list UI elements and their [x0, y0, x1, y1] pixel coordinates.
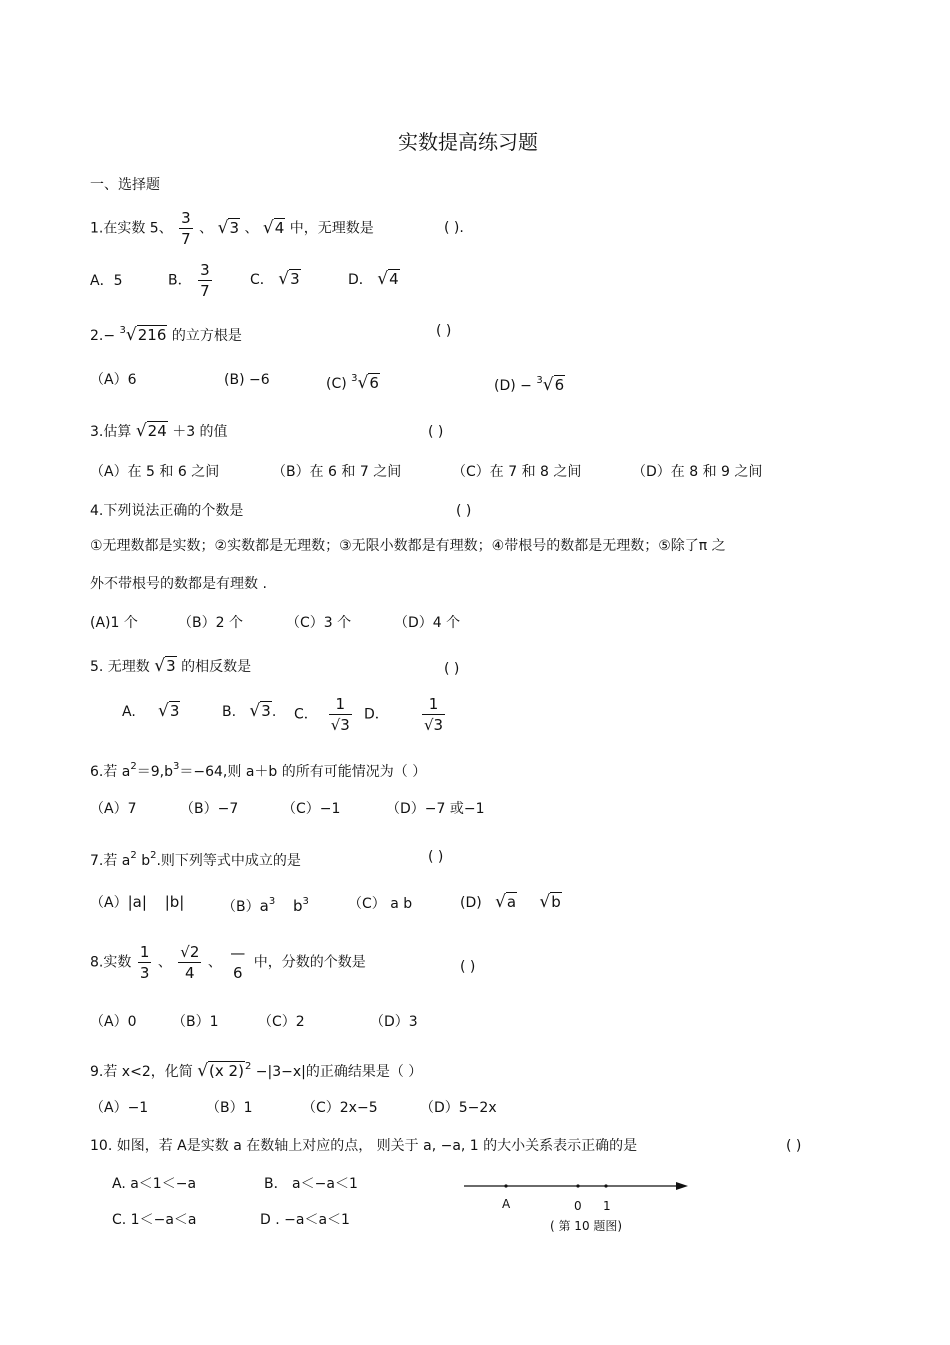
answer-paren: ( )	[456, 503, 472, 519]
option-c: （C）在 7 和 8 之间	[452, 464, 582, 480]
option-a: （A）在 5 和 6 之间	[90, 464, 220, 480]
option-d: （D）在 8 和 9 之间	[632, 464, 763, 480]
question-9: 9.若 x<2，化简 √(x 2)$^2$ −|3−x|的正确结果是（ ）	[90, 1061, 423, 1081]
fraction: $\frac{3}{7}$	[181, 209, 191, 248]
option-b: B． $\frac{3}{7}$	[168, 261, 210, 300]
statement-line: ①无理数都是实数；②实数都是无理数；③无限小数都是有理数；④带根号的数都是无理数；⑤除了π 之	[90, 538, 726, 554]
option-a: （A）7	[90, 801, 137, 817]
option-a: （A）0	[90, 1014, 137, 1030]
option-b: B． a＜−a＜1	[264, 1176, 358, 1192]
answer-paren: ( )	[428, 849, 444, 865]
fraction: $\frac{√2}{4}$	[180, 943, 200, 982]
point-zero	[576, 1184, 579, 1187]
answer-paren: ( )	[428, 424, 444, 440]
option-d: (D) √a √b	[460, 892, 561, 912]
option-d: D． $\frac{1}{√3}$	[364, 695, 444, 734]
question-8: 8.实数 $\frac{1}{3}$ 、 $\frac{√2}{4}$ 、 — 6 中，分数的个数是	[90, 943, 366, 982]
question-5: 5. 无理数 √3 的相反数是	[90, 656, 252, 676]
option-b: (B) −6	[224, 372, 270, 388]
fraction: $\frac{1}{3}$	[139, 943, 150, 982]
sqrt-symbol: √3	[154, 656, 176, 676]
section-heading: 一、选择题	[90, 177, 160, 193]
option-a: （A）|a| |b|	[90, 893, 185, 911]
option-d: （D）4 个	[394, 615, 461, 631]
sqrt-symbol: √3	[158, 701, 180, 721]
option-b: （B）1	[172, 1014, 219, 1030]
cube-root-symbol: $^3$√6	[536, 375, 565, 395]
figure-caption: ( 第 10 题图)	[550, 1219, 623, 1233]
fraction: $\frac{1}{√3}$	[330, 695, 350, 734]
label-one: 1	[603, 1199, 611, 1213]
answer-paren: ( )	[436, 323, 452, 339]
option-c: （C） a b	[348, 896, 413, 912]
question-10: 10. 如图，若 A是实数 a 在数轴上对应的点， 则关于 a, −a, 1 的大小关系表示正确的是	[90, 1138, 638, 1154]
option-c: （C）−1	[282, 801, 341, 817]
option-d: （D）5−2x	[420, 1100, 497, 1116]
option-c: （C）2x−5	[302, 1100, 378, 1116]
option-a: （A）6	[90, 372, 137, 388]
option-d: （D）3	[370, 1014, 418, 1030]
option-b: （B）2 个	[178, 615, 243, 631]
option-a: A. √3	[122, 701, 180, 721]
option-a: A．5	[90, 273, 123, 289]
option-b: （B）1	[206, 1100, 253, 1116]
option-d: (D) − $^3$√6	[494, 372, 565, 395]
fraction: $\frac{1}{√3}$	[423, 695, 444, 734]
option-b: B. √3.	[222, 701, 277, 721]
option-d: D． √4	[348, 269, 399, 289]
cube-root-symbol: $^3$√216	[119, 325, 167, 345]
sqrt-symbol: √24	[135, 421, 167, 441]
option-b: （B）在 6 和 7 之间	[272, 464, 402, 480]
page-title: 实数提高练习题	[398, 130, 538, 154]
sqrt-symbol: √4	[262, 217, 285, 238]
label-zero: 0	[574, 1199, 582, 1213]
sqrt-symbol: √3	[249, 701, 271, 721]
sqrt-symbol: √a	[495, 892, 517, 912]
statement-line: 外不带根号的数都是有理数 .	[90, 576, 267, 592]
option-a: （A）−1	[90, 1100, 149, 1116]
cube-root-symbol: $^3$√6	[351, 373, 379, 393]
sqrt-symbol: √3	[217, 217, 240, 238]
answer-paren: ( )	[786, 1138, 802, 1154]
option-d: （D）−7 或−1	[386, 801, 485, 817]
question-6: 6.若 $a^2=9,b^3=-64$,则 a＋b 的所有可能情况为（ ）	[90, 761, 427, 780]
option-b: $(B)a^3$ $b^3$	[222, 896, 309, 915]
option-c: (C) $^3$√6	[326, 370, 380, 393]
option-c: C． $\frac{1}{√3}$	[294, 695, 350, 734]
option-c: C. 1＜−a＜a	[112, 1212, 197, 1228]
sqrt-symbol: √b	[539, 892, 561, 912]
question-7: 7.若 $a^2$ $b^2$.则下列等式中成立的是	[90, 850, 301, 869]
question-4: 4.下列说法正确的个数是	[90, 503, 244, 519]
fraction: — 6	[230, 943, 246, 982]
label-a: A	[502, 1197, 511, 1211]
sqrt-symbol: √4	[377, 269, 399, 289]
option-c: （C）3 个	[286, 615, 352, 631]
option-a: A. a＜1＜−a	[112, 1176, 197, 1192]
question-1: 1.在实数 5、 $\frac{3}{7}$ 、 √3 、 √4 中，无理数是	[90, 209, 374, 248]
option-c: （C）2	[258, 1014, 305, 1030]
point-one	[604, 1184, 607, 1187]
option-a: (A)1 个	[90, 615, 138, 631]
arrow-right-icon	[676, 1182, 688, 1190]
sqrt-symbol: √3	[278, 269, 300, 289]
fraction: $\frac{3}{7}$	[200, 261, 210, 300]
option-d: D . −a＜a＜1	[260, 1212, 350, 1228]
answer-paren: ( )	[444, 661, 460, 677]
sqrt-symbol: √(x 2)	[197, 1061, 244, 1081]
number-line-figure	[458, 1174, 698, 1244]
answer-paren: ( ).	[444, 220, 464, 236]
option-b: （B）−7	[180, 801, 239, 817]
option-c: C． √3	[250, 269, 300, 289]
point-a	[504, 1184, 507, 1187]
question-3: 3.估算 √24 ＋3 的值	[90, 421, 228, 441]
question-2: 2.− $^3$√216 的立方根是	[90, 322, 242, 345]
answer-paren: ( )	[460, 959, 476, 975]
